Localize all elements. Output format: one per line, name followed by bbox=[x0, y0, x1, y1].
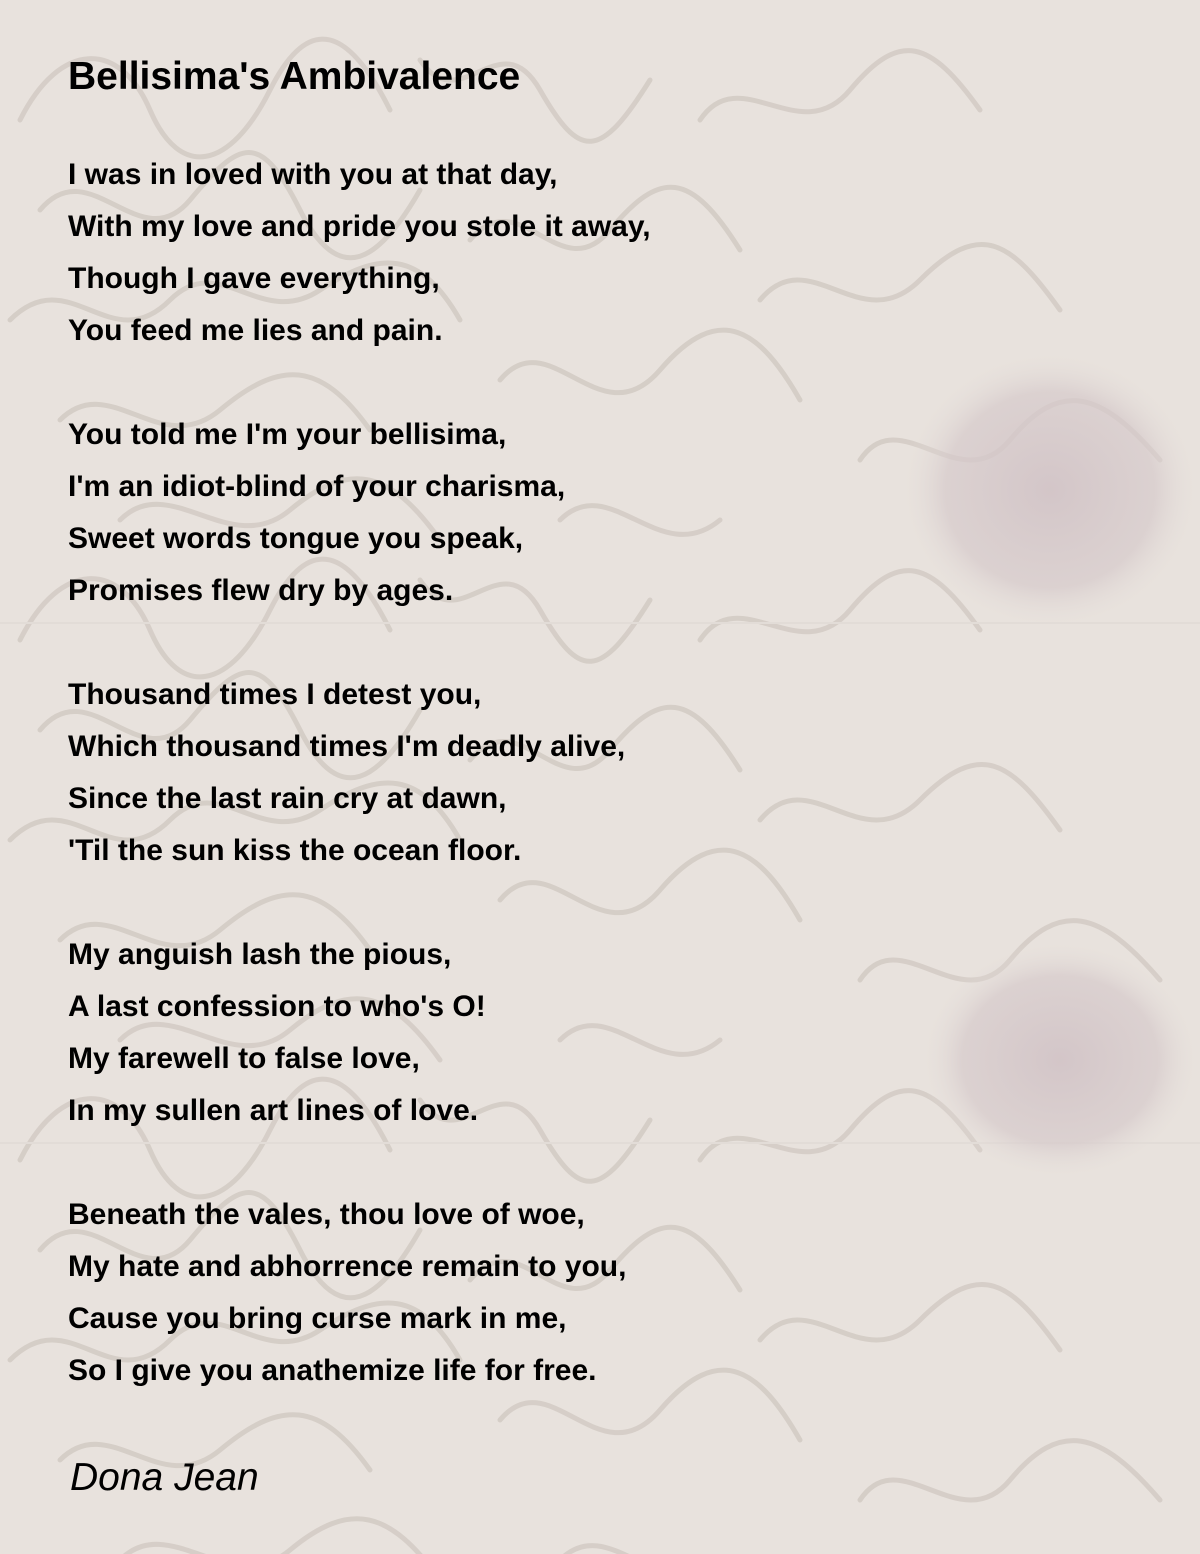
poem-line: A last confession to who's O! bbox=[68, 990, 486, 1023]
stanza-3 bbox=[68, 671, 1148, 879]
poem-line: My hate and abhorrence remain to you, bbox=[68, 1250, 627, 1283]
poem-line: My farewell to false love, bbox=[68, 1042, 420, 1075]
poem-line: Which thousand times I'm deadly alive, bbox=[68, 730, 626, 763]
poem-line: With my love and pride you stole it away, bbox=[68, 210, 651, 243]
poem-line: Promises flew dry by ages. bbox=[68, 574, 454, 607]
poem-body bbox=[68, 151, 1148, 1451]
stanza-4 bbox=[68, 931, 1148, 1139]
poem-line: Since the last rain cry at dawn, bbox=[68, 782, 507, 815]
poem-line: Cause you bring curse mark in me, bbox=[68, 1302, 567, 1335]
poem-line: Sweet words tongue you speak, bbox=[68, 522, 524, 555]
poem-line: So I give you anathemize life for free. bbox=[68, 1354, 597, 1387]
poem-line: 'Til the sun kiss the ocean floor. bbox=[68, 834, 522, 867]
poem-line: You feed me lies and pain. bbox=[68, 314, 443, 347]
poem-line: Beneath the vales, thou love of woe, bbox=[68, 1198, 585, 1231]
stanza-2 bbox=[68, 411, 1148, 619]
poem-line: Thousand times I detest you, bbox=[68, 678, 482, 711]
poem-title: Bellisima's Ambivalence bbox=[68, 55, 521, 98]
poem-line: You told me I'm your bellisima, bbox=[68, 418, 507, 451]
stanza-1 bbox=[68, 151, 1148, 359]
poem-line: My anguish lash the pious, bbox=[68, 938, 452, 971]
poem-line: I'm an idiot-blind of your charisma, bbox=[68, 470, 566, 503]
poem-line: In my sullen art lines of love. bbox=[68, 1094, 479, 1127]
poem-author: Dona Jean bbox=[70, 1456, 259, 1499]
poem-line: I was in loved with you at that day, bbox=[68, 158, 558, 191]
stanza-5 bbox=[68, 1191, 1148, 1399]
poem-line: Though I gave everything, bbox=[68, 262, 440, 295]
